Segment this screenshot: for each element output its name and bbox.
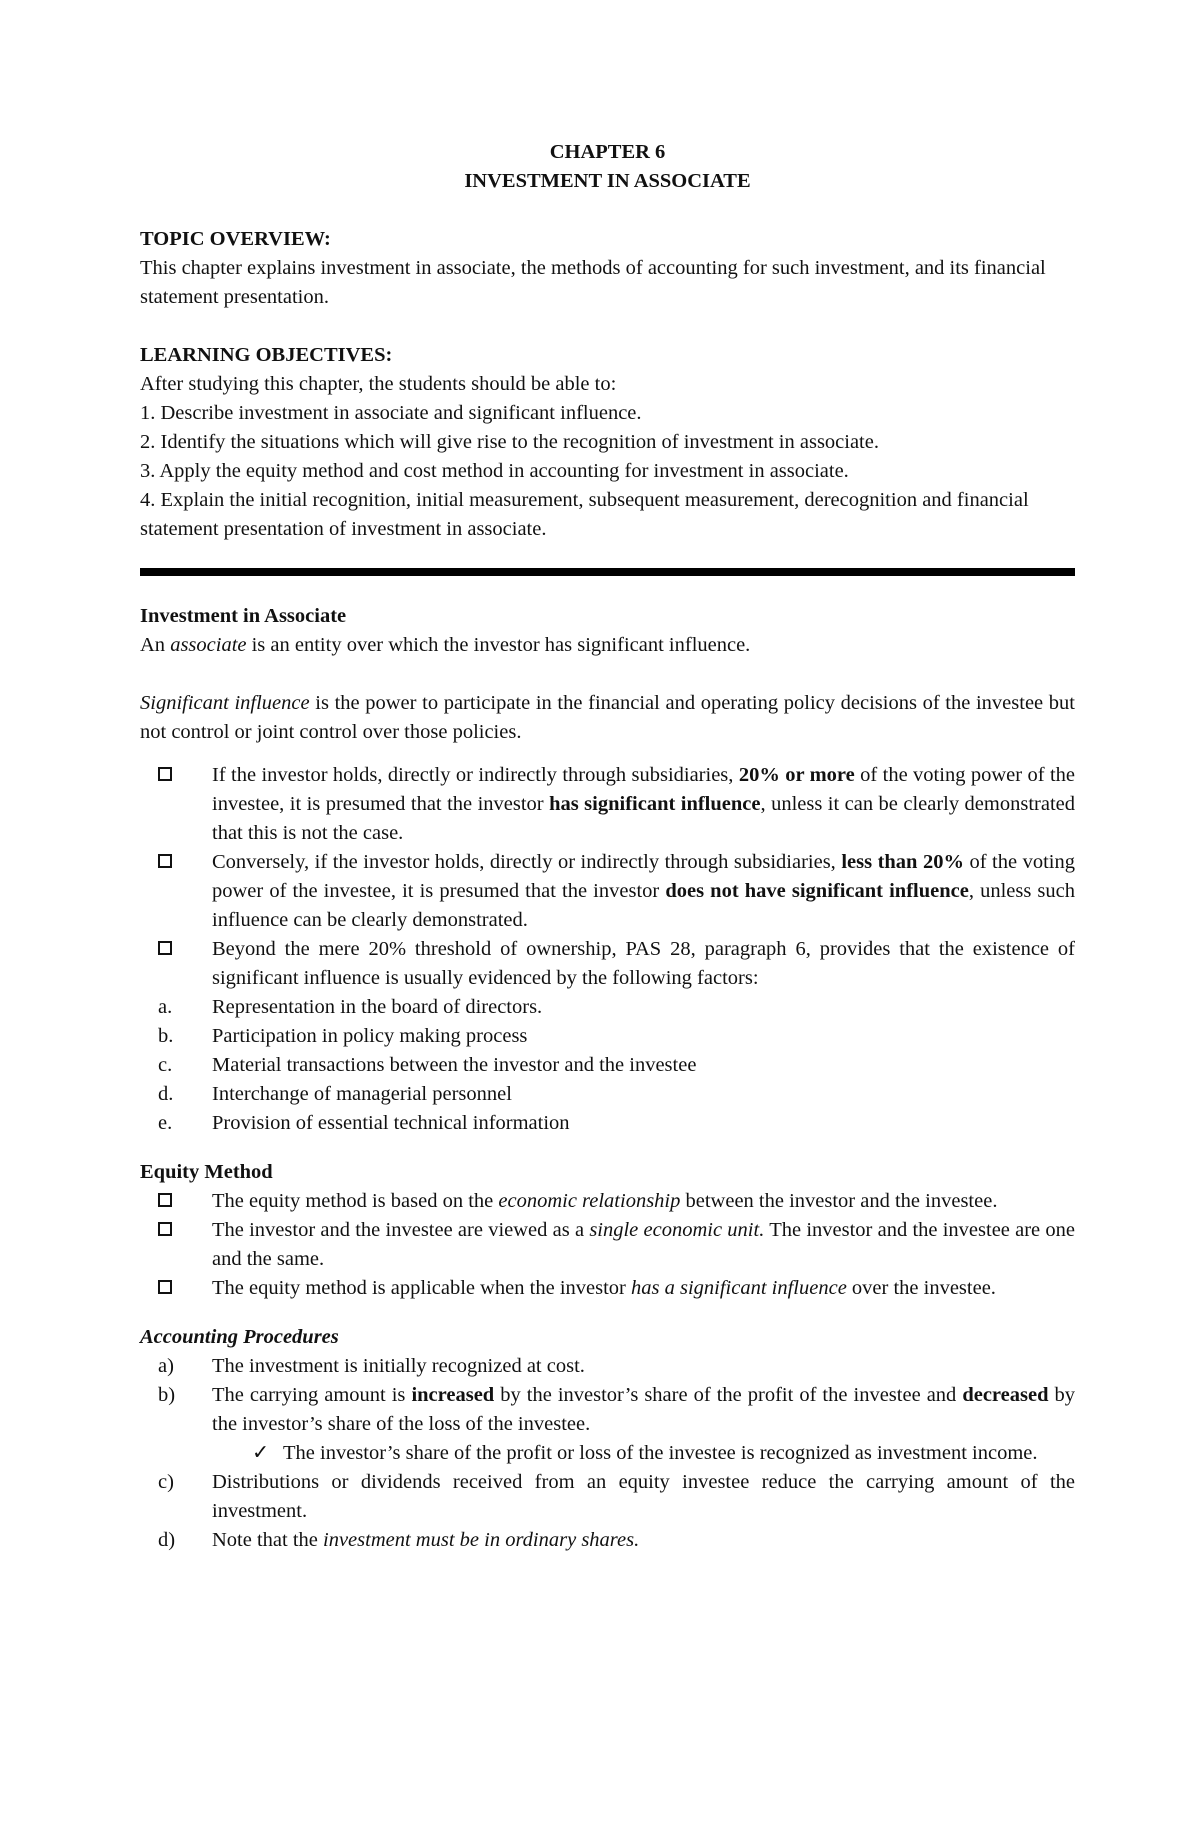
factor-item: c. Material transactions between the investor and the investee — [158, 1054, 697, 1076]
factor-item: d. Interchange of managerial personnel — [158, 1083, 512, 1105]
checkbox-bullet-icon — [158, 941, 172, 955]
significant-influence-definition: Significant influence is the power to participate in the financial and operating policy decisions of the investee but not control or joint control over those policies. — [140, 692, 1075, 743]
associate-definition: An associate is an entity over which the investor has significant influence. — [140, 634, 751, 656]
procedures-heading: Accounting Procedures — [140, 1326, 339, 1348]
factor-item: b. Participation in policy making process — [158, 1025, 528, 1047]
objective-item: 3. Apply the equity method and cost method in accounting for investment in associate. — [140, 460, 849, 482]
procedure-subitem: ✓ The investor’s share of the profit or loss of the investee is recognized as investment income. — [140, 1439, 1075, 1468]
overview-text: This chapter explains investment in associate, the methods of accounting for such investment, and its financial statement presentation. — [140, 257, 1046, 308]
checkbox-bullet-icon — [158, 767, 172, 781]
bullet-item: The equity method is based on the economic relationship between the investor and the investee. — [140, 1187, 1075, 1216]
section-divider — [140, 568, 1075, 576]
chapter-number: CHAPTER 6 — [549, 141, 666, 163]
objectives-heading: LEARNING OBJECTIVES: — [140, 344, 393, 366]
bullet-item: Conversely, if the investor holds, directly or indirectly through subsidiaries, less than 20% of the voting power of the investee, it is presumed that the investor does not have significant influence, unless such influence can be clearly demonstrated. — [140, 848, 1075, 935]
checkmark-icon: ✓ — [252, 1442, 270, 1464]
checkbox-bullet-icon — [158, 1222, 172, 1236]
checkbox-bullet-icon — [158, 854, 172, 868]
bullet-item: If the investor holds, directly or indirectly through subsidiaries, 20% or more of the voting power of the investee, it is presumed that the investor has significant influence, unless it can be clearly demonstrated that this is not the case. — [140, 761, 1075, 848]
overview-heading: TOPIC OVERVIEW: — [140, 228, 331, 250]
procedure-item: b) The carrying amount is increased by the investor’s share of the profit of the investee and decreased by the investor’s share of the loss of the investee. — [158, 1384, 1076, 1435]
bullet-item: The equity method is applicable when the investor has a significant influence over the investee. — [140, 1274, 1075, 1303]
factor-item: a. Representation in the board of directors. — [158, 996, 543, 1018]
checkbox-bullet-icon — [158, 1193, 172, 1207]
objective-item: 4. Explain the initial recognition, initial measurement, subsequent measurement, derecognition and financial statement presentation of investment in associate. — [140, 489, 1029, 540]
factor-item: e. Provision of essential technical information — [158, 1112, 570, 1134]
bullet-item: Beyond the mere 20% threshold of ownership, PAS 28, paragraph 6, provides that the existence of significant influence is usually evidenced by the following factors: — [140, 935, 1075, 993]
objective-item: 1. Describe investment in associate and significant influence. — [140, 402, 642, 424]
objectives-intro: After studying this chapter, the students should be able to: — [140, 373, 617, 395]
document-page — [140, 138, 1075, 1555]
procedure-item: c) Distributions or dividends received from an equity investee reduce the carrying amount of the investment. — [158, 1471, 1075, 1522]
procedure-item: a) The investment is initially recognized at cost. — [158, 1355, 585, 1377]
objective-item: 2. Identify the situations which will give rise to the recognition of investment in associate. — [140, 431, 879, 453]
associate-heading: Investment in Associate — [140, 605, 347, 627]
checkbox-bullet-icon — [158, 1280, 172, 1294]
bullet-item: The investor and the investee are viewed as a single economic unit. The investor and the investee are one and the same. — [140, 1216, 1075, 1274]
chapter-title: INVESTMENT IN ASSOCIATE — [464, 170, 751, 192]
procedure-item: d) Note that the investment must be in ordinary shares. — [158, 1529, 640, 1551]
equity-method-heading: Equity Method — [140, 1161, 273, 1183]
